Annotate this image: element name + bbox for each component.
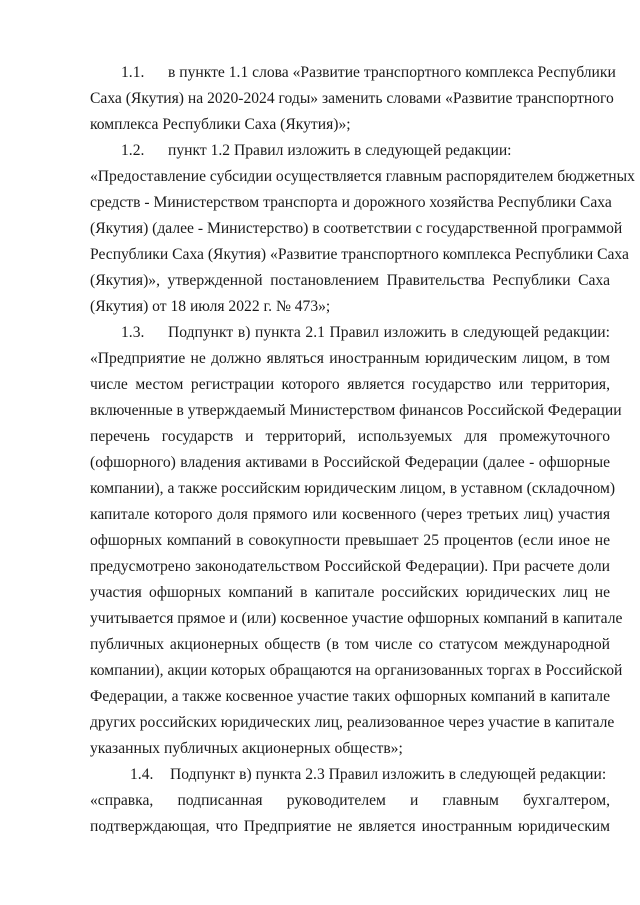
text-line: Федерации, а также косвенное участие таких офшорных компаний в капитале bbox=[90, 688, 610, 705]
text-line: числе местом регистрации которого является государство или территория, bbox=[90, 376, 610, 393]
text-line: перечень государств и территорий, используемых для промежуточного bbox=[90, 428, 610, 445]
text-line: указанных публичных акционерных обществ»; bbox=[90, 740, 403, 757]
text-line: «Предоставление субсидии осуществляется главным распорядителем бюджетных bbox=[90, 168, 635, 185]
text-line: пункт 1.2 Правил изложить в следующей редакции: bbox=[168, 142, 512, 159]
text-line: в пункте 1.1 слова «Развитие транспортного комплекса Республики bbox=[168, 64, 616, 81]
item-number: 1.2. bbox=[121, 142, 145, 159]
text-line: «справка, подписанная руководителем и главным бухгалтером, bbox=[90, 792, 610, 809]
text-line: (Якутия)», утвержденной постановлением Правительства Республики Саха bbox=[90, 272, 610, 289]
text-line: офшорных компаний в совокупности превышает 25 процентов (если иное не bbox=[90, 532, 610, 549]
item-number: 1.3. bbox=[121, 324, 145, 341]
text-line: (Якутия) (далее - Министерство) в соответствии с государственной программой bbox=[90, 220, 623, 237]
text-line: Подпункт в) пункта 2.3 Правил изложить в следующей редакции: bbox=[170, 766, 607, 783]
text-line: Саха (Якутия) на 2020-2024 годы» заменить словами «Развитие транспортного bbox=[90, 90, 614, 107]
text-line: участия офшорных компаний в капитале российских юридических лиц не bbox=[90, 584, 610, 601]
text-line: Республики Саха (Якутия) «Развитие транспортного комплекса Республики Саха bbox=[90, 246, 629, 263]
item-number: 1.1. bbox=[121, 64, 145, 81]
text-line: компании), акции которых обращаются на организованных торгах в Российской bbox=[90, 662, 623, 679]
text-line: подтверждающая, что Предприятие не является иностранным юридическим bbox=[90, 818, 610, 835]
text-line: компании), а также российским юридическим лицом, в уставном (складочном) bbox=[90, 480, 616, 497]
text-line: (офшорного) владения активами в Российской Федерации (далее - офшорные bbox=[90, 454, 610, 471]
text-line: включенные в утверждаемый Министерством финансов Российской Федерации bbox=[90, 402, 622, 419]
text-line: капитале которого доля прямого или косвенного (через третьих лиц) участия bbox=[90, 506, 610, 523]
text-line: средств - Министерством транспорта и дорожного хозяйства Республики Саха bbox=[90, 194, 612, 211]
item-number: 1.4. bbox=[130, 766, 154, 783]
text-line: «Предприятие не должно являться иностранным юридическим лицом, в том bbox=[90, 350, 610, 367]
text-line: комплекса Республики Саха (Якутия)»; bbox=[90, 116, 351, 133]
text-line: предусмотрено законодательством Российской Федерации). При расчете доли bbox=[90, 558, 610, 575]
text-line: Подпункт в) пункта 2.1 Правил изложить в следующей редакции: bbox=[168, 324, 610, 341]
text-line: учитывается прямое и (или) косвенное участие офшорных компаний в капитале bbox=[90, 610, 623, 627]
text-line: публичных акционерных обществ (в том числе со статусом международной bbox=[90, 636, 610, 653]
text-line: (Якутия) от 18 июля 2022 г. № 473»; bbox=[90, 298, 331, 315]
text-line: других российских юридических лиц, реализованное через участие в капитале bbox=[90, 714, 615, 731]
